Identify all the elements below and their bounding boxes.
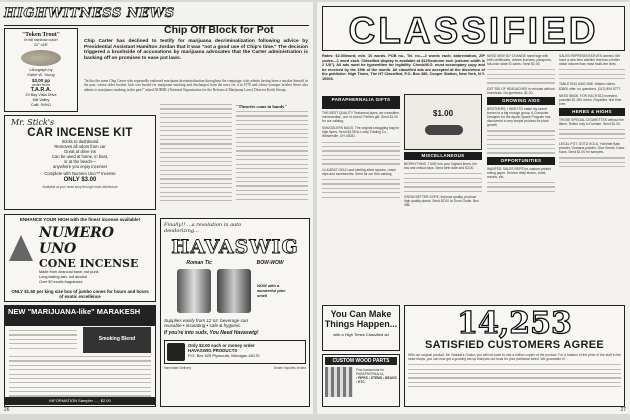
havaswig-note: NOW with a wonderful pine smell [257, 283, 286, 298]
marakesh-package [83, 327, 151, 353]
car-kit-line7: Complete with Numero Uno™ Incense [44, 171, 116, 176]
car-kit-line3: Great at drive ins [64, 149, 96, 154]
havaswig-line2: reusable • insulating • safe & hygienic [164, 323, 241, 328]
custom-wood-text: Fine hardwoods for PARAPHERNALIA [356, 368, 385, 377]
col2-text1: BIORHYTHMS. TUNE into your highest times, the low and critical days. Send birth date and $3.00. [404, 162, 478, 171]
classified-title: CLASSIFIED [348, 10, 599, 51]
col4-text1: SALES REPRESENTATIVES wanted. We have a new item sideline that has a better dollar volume than most multi-line lines. [559, 54, 621, 67]
numero-footer: Available at your head shop through most distributors [42, 300, 118, 302]
left-page [0, 2, 313, 414]
havaswig-logo [167, 343, 185, 361]
numero-offer: ONLY $1.50 per king size box of jumbo cones for hours and hours of exotic excellence [11, 289, 149, 299]
havaswig-brand: HAVASWIG [171, 236, 299, 258]
rates-block [322, 54, 485, 82]
havaswig-products [164, 269, 306, 313]
marakesh-ad [4, 305, 156, 407]
article-para2 [84, 79, 308, 92]
car-kit-line2: Removes all odors from car [54, 144, 106, 149]
havaswig-price: Only $2.00 each or money order [188, 343, 255, 348]
col4-header: HERBS & HIGHS [559, 108, 625, 116]
page-number-right: 27 [620, 407, 626, 413]
col3-lines2 [487, 130, 555, 153]
col2-pipe-icon [425, 125, 463, 135]
numero-brand2: CONE INCENSE [39, 257, 139, 270]
numero-header: ENHANCE YOUR HIGH with the finest incense available! [19, 217, 141, 222]
token-trout-price: $3.00 pp [31, 78, 50, 83]
can-image [177, 269, 211, 313]
col4-text3: NEED $5000. FOR EACH $10 invested, possible $1,000 return. Royalties, first time ever. [559, 93, 622, 106]
col2-text2: GROW BETTER DOPE, improve quality, produce high quality plants. Send $2.00 to Grow Guide, Box 386. [404, 195, 479, 208]
car-incense-ad [4, 115, 156, 210]
col1-header: PARAPHERNALIA GIFTS [322, 96, 400, 109]
col4-text5: LEGAL POT, GOTU KOLA, Yohimbe Bark powder, Guarana powder, Diva Seeds, Kava-Kava. Send $1.00 for samples. [559, 142, 625, 155]
car-kit-line5: or at the beach— [63, 159, 97, 164]
car-kit-brand: Mr. Stick's [11, 118, 55, 127]
numero-uno-ad [4, 214, 156, 302]
numero-b1: Made from charcoal base, not punk [39, 270, 99, 274]
col3-header2: OPPORTUNITIES [487, 157, 555, 165]
col3-text4: WANTED: SALES REPS for custom-printed rolling paper. Service retail stores, clubs, resorts, etc. [487, 166, 552, 179]
col4-text4: THOSE SPECIAL CIGARETTES without the filters. Rolled only in Durham. Send $1.00. [559, 117, 624, 126]
havaswig-line3: If you're into suds, You Need Havaswig! [164, 330, 259, 336]
page-number-left: 26 [4, 407, 10, 413]
col4-lines2 [559, 129, 625, 139]
right-page [317, 2, 630, 414]
havaswig-order-box [164, 340, 306, 364]
token-trout-line2: 22" x28" [33, 43, 49, 47]
havaswig-roman: Roman Tic [186, 260, 212, 266]
havaswig-line1: Supplies easily from 12 oz. beverage can [164, 318, 249, 323]
marakesh-text [9, 330, 77, 352]
incense-cone-icon [9, 235, 33, 261]
token-trout-addr2: Mill Valley [32, 98, 50, 102]
can-image-2 [217, 269, 251, 313]
classified-col3 [487, 54, 555, 195]
numero-brand1: NUMERO UNO [39, 225, 115, 257]
numero-b3: Over 50 exotic fragrances [39, 280, 83, 284]
token-trout-line1: in full rainbow color! [24, 38, 58, 42]
marakesh-footer: INFORMATION Sampler ..... $2.00 [5, 397, 155, 405]
col1-text1: THE BEST QUALITY Teakwood pipes, art curiosities, merchandise, one of a kind. Perfect gift. Send $1.00 for our catalog. [322, 111, 400, 124]
make-things-happen-sub: with a High Times Classified ad [333, 332, 389, 337]
token-trout-line3: Lithograph by [29, 68, 53, 72]
custom-wood-ad [322, 354, 400, 407]
havaswig-footer [164, 367, 306, 371]
token-trout-ad [4, 28, 78, 112]
numero-brand-row [9, 225, 151, 270]
article-quote: "Theories come in handy" [236, 104, 287, 109]
rates-text: Rates: $2.00/word; min. 10 words. POB no., Tel. no.—2 words each; abbreviation, ZIP codes—1 word each. Classified display is available at $125/column inch (column width is 2 1/8"). All ads must be typewritten for legibility. Check/M.O. must accompany copy and be received by the 15th of the month. All classified ads are accepted at the discretion of the publisher. High Times, The HT Classified, P.O. Box 386, Cooper Station, New York, N.Y. 10003. [322, 54, 485, 81]
classified-header [322, 6, 625, 51]
car-kit-title: CAR INCENSE KIT [27, 127, 133, 139]
col2-header: MISCELLANEOUS [404, 152, 482, 160]
havaswig-company: HAVASWIG PRODUCTS [188, 348, 238, 353]
classified-col1 [322, 94, 400, 201]
col3-header: GROWING AIDS [487, 97, 555, 105]
token-trout-addr3: Calif. 94941 [30, 103, 52, 107]
col3-text1: NEED NEW ID? CHANGE name/age with birth certificates, drivers licenses, passports, full-color state ID cards. Send $1.00. [487, 54, 552, 67]
col3-text3: BROTHERS, I WISH TO make my secret known to a big enough group. A Computer Designer for the Apollo Space Program has discovered a very simple process for plant growth. [487, 106, 551, 128]
article-col2 [236, 104, 308, 203]
custom-wood-items: • PIPES • STEMS • BEADS • ETC [356, 376, 397, 385]
big-text: With our original product, Mr. Natural's Oxidol, you will not have to use a million copies of the product. For a fraction of the price of the stuff in the head shops, you can now get a growing set-up that puts out buds for your particular weed. We guarantee it! [408, 353, 621, 362]
havaswig-labels [164, 260, 306, 266]
col1-text2: SMUGGLERS BAGS. The original smuggling bag for high flyers. Send $4.95 to Lucky Trading Co., Westerville, OH 43081. [322, 126, 400, 139]
masthead [4, 4, 309, 26]
custom-wood-title: CUSTOM WOOD PARTS [325, 357, 397, 365]
trout-image [21, 50, 61, 66]
classified-col2 [404, 94, 482, 207]
col2-image [404, 94, 482, 150]
col3-lines3 [487, 182, 555, 192]
marakesh-badge: Smoking Blend [98, 336, 136, 342]
col4-lines3 [559, 157, 625, 167]
article-col1 [160, 104, 232, 205]
car-kit-footer: Available at your head shop through most distributors [42, 185, 118, 189]
token-trout-line4: Kathe W. Young [27, 73, 55, 77]
havaswig-tagline: Finally!! ...a revolution in auto deodorizing... [164, 222, 242, 234]
token-trout-org: T.A.R.A. [30, 87, 52, 93]
classified-col4 [559, 54, 625, 171]
custom-wood-image [325, 367, 353, 397]
satisfied-customers-ad [404, 305, 625, 407]
numero-b2: Long lasting ash, not alcohol [39, 275, 88, 279]
article-para2-text: "In this the same Chip Carter who repeatedly endorsed marijuana decriminalization throughout the campaign, who admits having been a smoker himself in the past, whose older brother Jack was busted for marijuana smoking and discharged from the navy for it in 1970 and whose younger brother Steve also admits to marijuana smoking in the past?" asked NORML (National Organization for the Reform of Marijuana Laws) Director Keith Stroup. [84, 79, 308, 92]
col1-text3: 14-KARAT GOLD and sterling silver spoons, roach clips and accessories. Send for our free catalog. [322, 167, 396, 176]
havaswig-ad [160, 218, 310, 407]
token-trout-line5: order from [32, 83, 50, 87]
article-lead [84, 39, 308, 62]
article-columns [160, 104, 308, 214]
col4-lines [559, 69, 625, 79]
col1-lines [322, 142, 400, 165]
havaswig-bowwow: BOW-WOW [256, 260, 284, 266]
big-text-lines [408, 364, 621, 387]
make-things-happen-title: You Can Make Things Happen... [324, 309, 398, 329]
big-headline: SATISFIED CUSTOMERS AGREE [424, 339, 605, 351]
havaswig-delivery: Immediate Delivery [164, 366, 192, 370]
car-kit-line6: anywhere you enjoy incense! [52, 164, 107, 169]
havaswig-offer: Dealer inquiries invited [273, 366, 306, 370]
marakesh-text2 [9, 356, 151, 400]
make-things-happen-ad [322, 305, 400, 351]
col2-badge: $1.00 [433, 109, 454, 118]
col2-lines [404, 173, 482, 192]
article-title: Chip Off Block for Pot [164, 24, 274, 36]
masthead-title: HIGHWITNESS NEWS [4, 6, 175, 21]
article-lead-text: Chip Carter has declined to testify for marijuana decriminalization following advice by Presidential Assistant Hamilton Jordan that it was "not a good use of Chip's time." The decision triggered a brushside of accusations by marijuana advocates that the Carter administration is backing off on promises to ease pot laws. [84, 39, 308, 62]
big-number: 14,253 [457, 306, 572, 341]
token-trout-addr1: 29 Bay Vista Drive [25, 93, 57, 97]
article-col2-lines [236, 111, 308, 200]
car-kit-line4: Can be used at home, in boat, [51, 154, 109, 159]
marakesh-title: NEW "MARIJUANA-like" MARAKESH [5, 306, 155, 326]
car-kit-price: ONLY $3.00 [63, 177, 97, 183]
token-trout-title: "Token Trout" [21, 32, 61, 38]
col1-lines2 [322, 179, 400, 198]
col3-text2: GET RID OF HEADACHES in minutes without chemicals. No gimmicks. $1.00. [487, 86, 555, 95]
col4-text2: TABLETING MACHINE. Makes rollers, $3800 offer, no questions. (312) 894-9777. [559, 82, 622, 91]
havaswig-addr: P.O. Box 925 Plymouth, Michigan 48170 [188, 353, 260, 358]
car-kit-line1: Sticks to dashboard [61, 139, 99, 144]
col3-lines [487, 69, 555, 83]
